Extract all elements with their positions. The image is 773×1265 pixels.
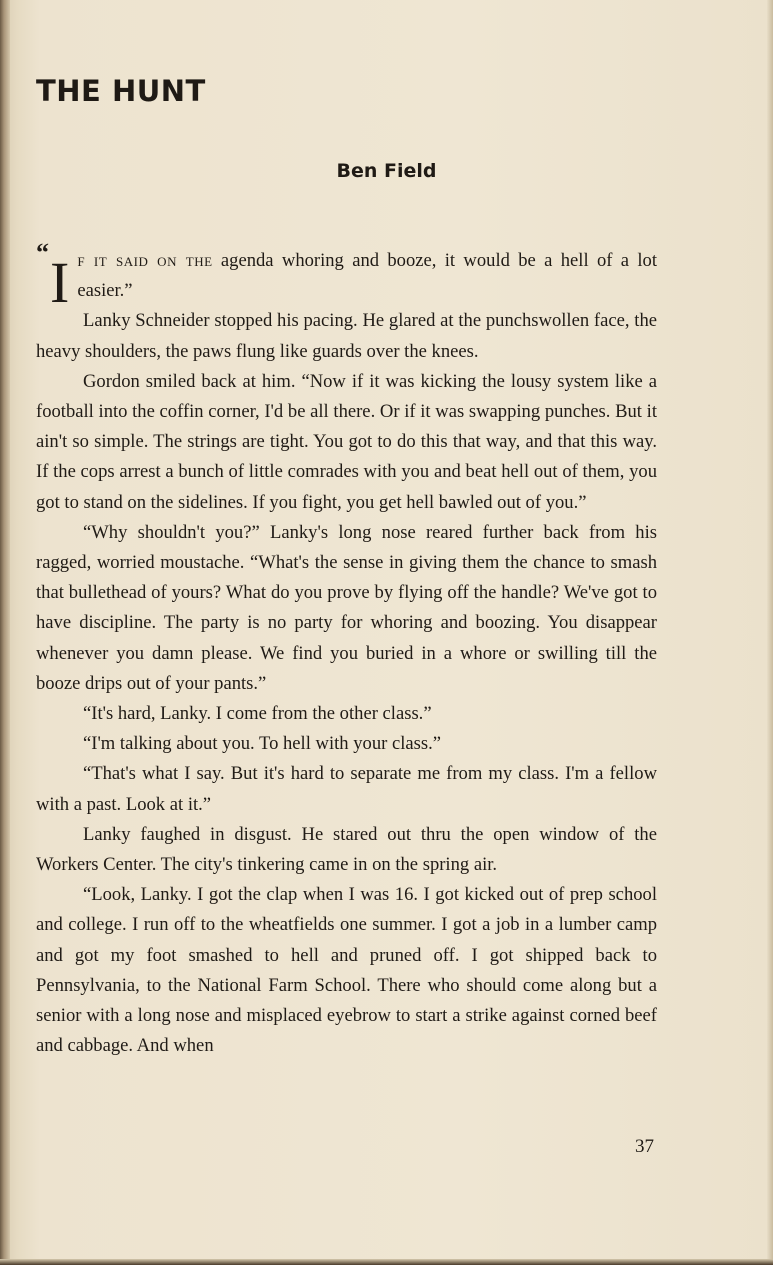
page-edge-right: [767, 0, 773, 1265]
page-number: 37: [635, 1136, 654, 1157]
opening-quote-mark: “: [36, 238, 49, 267]
paragraph: “Look, Lanky. I got the clap when I was 16. I got kicked out of prep school and college. I run off to the wheatfields one summer. I got a job in a lumber camp and got my foot smashed to hell and pruned off. I got shipped back to Pennsylvania, to the National Farm School. There who should come along but a senior with a long nose and misplaced eyebrow to start a strike against corned beef and cabbage. And when: [36, 884, 657, 1057]
paragraph: “It's hard, Lanky. I come from the other class.”: [83, 703, 432, 725]
book-spine-shadow: [0, 0, 10, 1265]
paragraph: “I'm talking about you. To hell with your class.”: [83, 733, 442, 755]
page-edge-bottom: [0, 1259, 773, 1265]
author-name: Ben Field: [336, 160, 437, 182]
paragraph: Lanky faughed in disgust. He stared out thru the open window of the Workers Center. The city's tinkering came in on the spring air.: [36, 823, 657, 876]
paragraph: “Why shouldn't you?” Lanky's long nose reared further back from his ragged, worried moustache. “What's the sense in giving them the chance to smash that bullethead of yours? What do you prove by flying off the handle? We've got to have discipline. The party is no party for whoring and boozing. You disappear whenever you damn please. We find you buried in a whore or swilling till the booze drips out of your pants.”: [36, 521, 657, 694]
opening-paragraph: [36, 238, 657, 315]
opening-small-caps: f it said on the: [77, 250, 213, 271]
drop-cap-letter: I: [50, 250, 70, 315]
paragraph: “That's what I say. But it's hard to separate me from my class. I'm a fellow with a past. Look at it.”: [36, 763, 657, 815]
paragraph: Gordon smiled back at him. “Now if it was kicking the lousy system like a football into the coffin corner, I'd be all there. Or if it was swapping punches. But it ain't so simple. The strings are tight. You got to do this that way, and that this way. If the cops arrest a bunch of little comrades with you and beat hell out of them, you got to stand on the sidelines. If you fight, you get hell bawled out of you.”: [36, 370, 657, 513]
story-body: [36, 238, 657, 1061]
paragraph: Lanky Schneider stopped his pacing. He glared at the punchswollen face, the heavy shoulders, the paws flung like guards over the knees.: [36, 310, 657, 362]
opening-text: agenda whoring and booze, it would be a hell of a lot easier.”: [77, 250, 657, 302]
story-title: THE HUNT: [36, 74, 206, 108]
